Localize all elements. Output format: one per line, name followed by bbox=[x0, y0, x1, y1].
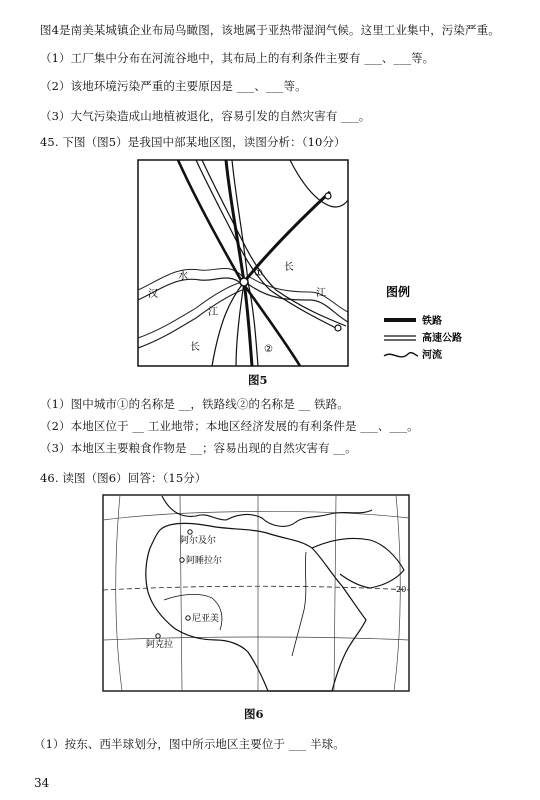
fig6-grid-lon-edge-left bbox=[116, 495, 122, 691]
q44-part2: （2）该地环境污染严重的主要原因是 ___、___等。 bbox=[40, 79, 307, 93]
fig6-grid-lon-1 bbox=[180, 495, 182, 691]
fig6-africa-outline bbox=[146, 523, 366, 691]
page-number: 34 bbox=[34, 776, 50, 790]
label-niger: 尼亚美 bbox=[192, 614, 220, 624]
q46-part1: （1）按东、西半球划分，图中所示地区主要位于 ___ 半球。 bbox=[34, 737, 345, 751]
legend-expressway-label: 高速公路 bbox=[422, 333, 462, 344]
label-chang-top: 长 bbox=[284, 262, 294, 273]
q44-part1: （1）工厂集中分布在河流谷地中，其布局上的有利条件主要有 ___、___等。 bbox=[40, 51, 435, 65]
q46-title: 46. 读图（图6）回答：（15分） bbox=[40, 471, 207, 485]
label-han: 汉 bbox=[148, 289, 158, 300]
label-niamey-like: 阿睡拉尔 bbox=[186, 556, 223, 566]
label-mark-1: ① bbox=[254, 268, 263, 279]
fig6-nile bbox=[292, 552, 306, 656]
fig6-arabia bbox=[312, 538, 404, 588]
label-algiers: 阿尔及尔 bbox=[180, 536, 217, 546]
fig6-grid-lon-3 bbox=[334, 495, 336, 691]
fig6-niger-river bbox=[164, 594, 222, 630]
city-niger-marker bbox=[186, 616, 190, 620]
fig5-caption: 图5 bbox=[248, 373, 268, 387]
legend-river-label: 河流 bbox=[422, 350, 442, 361]
legend-railway-label: 铁路 bbox=[422, 316, 442, 327]
label-shui: 水 bbox=[178, 271, 188, 282]
intro-line: 图4是南美某城镇企业布局鸟瞰图，该地属于亚热带湿润气候。这里工业集中，污染严重。 bbox=[40, 23, 500, 37]
q45-title: 45. 下图（图5）是我国中部某地区图，读图分析：（10分） bbox=[40, 135, 346, 149]
q44-part3: （3）大气污染造成山地植被退化，容易引发的自然灾害有 ___。 bbox=[40, 109, 371, 123]
label-jiang-left: 江 bbox=[208, 307, 218, 318]
label-jiang-right: 江 bbox=[316, 288, 326, 299]
fig6-caption: 图6 bbox=[244, 707, 264, 721]
city-abidjan-marker bbox=[156, 634, 160, 638]
city-niamey-like-marker bbox=[180, 558, 184, 562]
label-chang-bottom: 长 bbox=[190, 342, 200, 353]
city-algiers-marker bbox=[188, 530, 192, 534]
q45-part1: （1）图中城市①的名称是 __，铁路线②的名称是 __ 铁路。 bbox=[40, 397, 349, 411]
label-lat-20: 20 bbox=[396, 585, 407, 594]
label-abidjan: 阿克拉 bbox=[146, 640, 174, 650]
legend-title: 图例 bbox=[386, 285, 411, 299]
q45-part2: （2）本地区位于 __ 工业地带；本地区经济发展的有利条件是 ___、___。 bbox=[40, 419, 419, 433]
q45-part3: （3）本地区主要粮食作物是 __；容易出现的自然灾害有 __。 bbox=[40, 441, 357, 455]
label-mark-2: ② bbox=[264, 344, 273, 355]
